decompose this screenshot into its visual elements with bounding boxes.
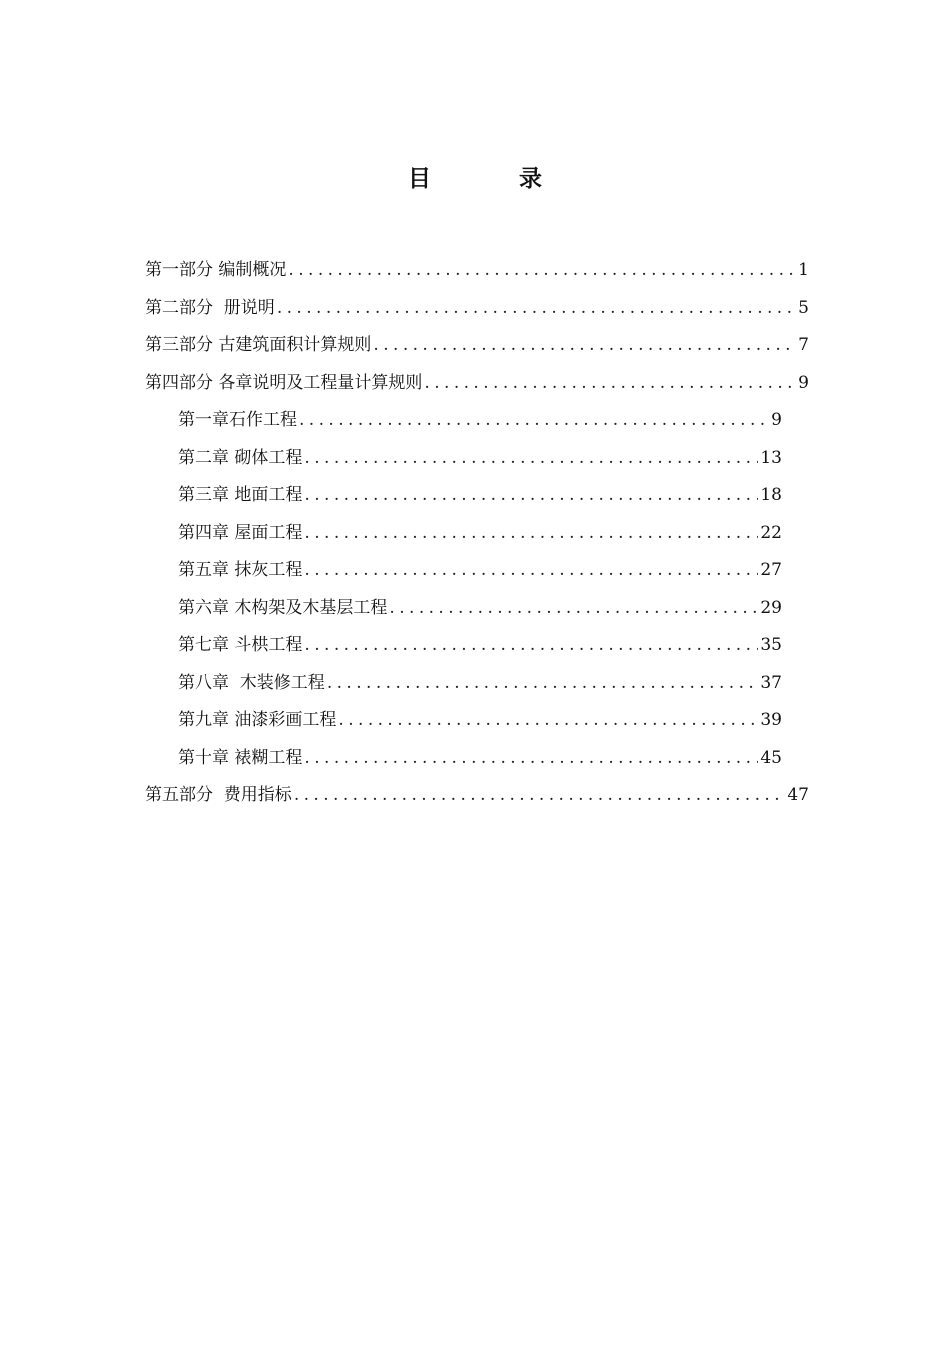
toc-entry[interactable] — [145, 627, 809, 665]
toc-entry-page-number: 47 — [787, 785, 809, 805]
toc-entry-page-number: 7 — [798, 335, 809, 355]
toc-entry-label: 第五部分 费用指标 — [145, 785, 292, 805]
toc-title: 目 录 — [407, 165, 582, 192]
toc-dot-leader — [389, 590, 758, 628]
toc-entry-label: 第八章 木装修工程 — [178, 672, 325, 693]
toc-entry-label: 第三章 地面工程 — [178, 485, 303, 505]
toc-entry-page-number: 1 — [798, 260, 809, 280]
toc-dot-leader — [338, 702, 758, 740]
toc-dot-leader — [277, 290, 796, 328]
toc-entry[interactable] — [145, 477, 809, 515]
toc-entry-page-number: 5 — [798, 297, 809, 318]
toc-entry[interactable] — [145, 665, 809, 703]
toc-entry[interactable] — [145, 365, 809, 403]
toc-dot-leader — [304, 552, 758, 590]
toc-entry-label: 第五章 抹灰工程 — [178, 560, 303, 580]
toc-entry-label: 第一章石作工程 — [178, 410, 297, 430]
toc-entry-page-number: 45 — [760, 747, 782, 768]
toc-entry[interactable] — [145, 702, 809, 740]
toc-entry-label: 第二部分 册说明 — [145, 297, 275, 318]
toc-dot-leader — [304, 477, 758, 515]
table-of-contents — [145, 252, 809, 815]
toc-entry[interactable] — [145, 777, 809, 815]
toc-dot-leader — [327, 665, 759, 703]
toc-entry[interactable] — [145, 440, 809, 478]
toc-dot-leader — [373, 327, 796, 365]
toc-entry[interactable] — [145, 740, 809, 778]
toc-entry-page-number: 18 — [760, 485, 782, 505]
toc-entry-label: 第二章 砌体工程 — [178, 447, 303, 468]
toc-dot-leader — [288, 252, 796, 290]
toc-entry-page-number: 13 — [760, 447, 782, 468]
toc-entry-label: 第四部分 各章说明及工程量计算规则 — [145, 372, 423, 393]
toc-entry[interactable] — [145, 290, 809, 328]
toc-entry[interactable] — [145, 327, 809, 365]
toc-entry-page-number: 29 — [760, 597, 782, 618]
toc-dot-leader — [304, 627, 758, 665]
toc-entry-page-number: 39 — [760, 710, 782, 730]
toc-entry-page-number: 37 — [760, 672, 782, 693]
toc-entry-page-number: 9 — [798, 372, 809, 393]
toc-entry[interactable] — [145, 252, 809, 290]
toc-dot-leader — [294, 777, 786, 815]
toc-entry[interactable] — [145, 402, 809, 440]
toc-entry-page-number: 22 — [760, 522, 782, 543]
toc-entry-label: 第十章 裱糊工程 — [178, 747, 303, 768]
toc-dot-leader — [304, 740, 758, 778]
toc-dot-leader — [304, 440, 758, 478]
toc-dot-leader — [299, 402, 769, 440]
toc-entry[interactable] — [145, 590, 809, 628]
toc-dot-leader — [304, 515, 758, 553]
toc-entry-label: 第四章 屋面工程 — [178, 522, 303, 543]
toc-entry-page-number: 35 — [760, 635, 782, 655]
toc-dot-leader — [424, 365, 796, 403]
toc-entry-label: 第七章 斗栱工程 — [178, 635, 303, 655]
toc-entry-label: 第三部分 古建筑面积计算规则 — [145, 335, 372, 355]
toc-entry[interactable] — [145, 552, 809, 590]
toc-entry-label: 第六章 木构架及木基层工程 — [178, 597, 388, 618]
toc-entry-label: 第一部分 编制概况 — [145, 260, 287, 280]
toc-entry-label: 第九章 油漆彩画工程 — [178, 710, 337, 730]
toc-entry-page-number: 27 — [760, 560, 782, 580]
toc-entry-page-number: 9 — [771, 410, 782, 430]
toc-entry[interactable] — [145, 515, 809, 553]
